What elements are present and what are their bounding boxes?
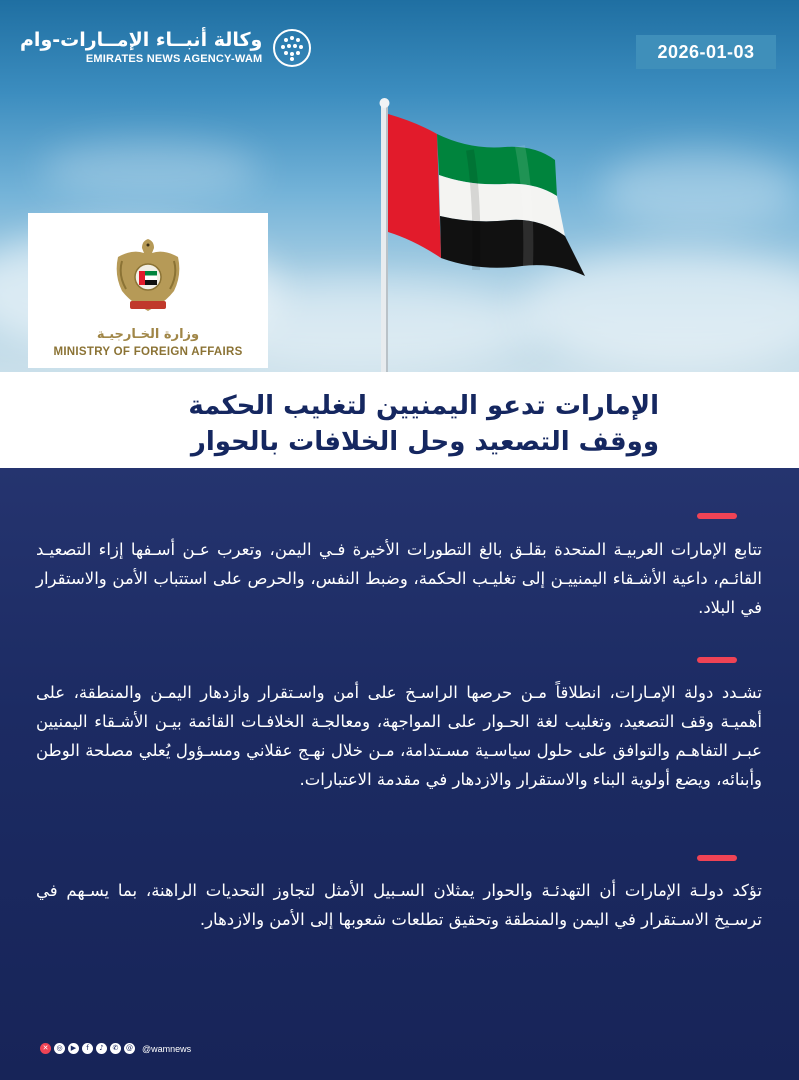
- paragraph-accent-bar: [697, 657, 737, 663]
- headline-title: [39, 388, 659, 460]
- date-badge: 2026-01-03: [636, 35, 776, 69]
- x-icon[interactable]: ✕: [40, 1043, 51, 1054]
- paragraph-accent-bar: [697, 513, 737, 519]
- facebook-icon[interactable]: f: [82, 1043, 93, 1054]
- emblem-icon: [108, 235, 188, 319]
- globe-icon: [272, 28, 312, 68]
- agency-name-arabic: وكالة أنبــاء الإمــارات-وام: [20, 29, 263, 51]
- whatsapp-icon[interactable]: ✆: [110, 1043, 121, 1054]
- social-links: [40, 1043, 191, 1054]
- agency-logo: [20, 28, 312, 68]
- social-handle[interactable]: @wamnews: [142, 1043, 192, 1054]
- paragraph-accent-bar: [697, 855, 737, 861]
- headline-line-2: ووقف التصعيد وحل الخلافات بالحوار: [190, 427, 659, 457]
- youtube-icon[interactable]: ▶: [68, 1043, 79, 1054]
- instagram-icon[interactable]: ◎: [54, 1043, 65, 1054]
- threads-icon[interactable]: @: [126, 1044, 133, 1052]
- paragraph-3: تؤكد دولـة الإمارات أن التهدئـة والحوار يمثلان السـبيل الأمثل لتجاوز التحديات الراهنة، بما يسـهم في ترسـيخ الاسـتقرار في اليمن والمنطقة وتحقيق تطلعات شعوبها إلى الأمن والازدهار.: [36, 881, 762, 929]
- paragraph-2: تشـدد دولة الإمـارات، انطلاقاً مـن حرصها الراسـخ على أمن واسـتقرار وازدهار اليمـن والمنطقة، على أهميـة وقف التصعيد، وتغليب لغة الحـوار على المواجهة، ومعالجـة الخلافـات القائمة بيـن الأشـقاء اليمنيين عبـر التفاهـم والتوافق على حلول سياسـية مسـتدامة، مـن خلال نهـج عقلاني ومسـؤول يُعلي مصلحة الوطن وأبنائه، ويضع أولوية البناء والاستقرار والازدهار في مقدمة الاعتبارات.: [36, 683, 762, 789]
- paragraph-1: تتابع الإمارات العربيـة المتحدة بقلـق بالغ التطورات الأخيرة فـي اليمن، وتعرب عـن أسـفها إزاء التصعيـد القائـم، داعية الأشـقاء اليمنييـن إلى تغليـب الحكمة، وضبط النفس، والحرص على استتباب الأمن والاستقرار في البلاد.: [36, 540, 762, 617]
- tiktok-icon[interactable]: ♪: [96, 1043, 107, 1054]
- headline-line-1: الإمارات تدعو اليمنيين لتغليب الحكمة: [188, 391, 659, 421]
- ministry-name-english: MINISTRY OF FOREIGN AFFAIRS: [53, 346, 243, 358]
- agency-name-english: EMIRATES NEWS AGENCY-WAM: [85, 53, 263, 65]
- ministry-logo-card: [28, 213, 268, 368]
- headline-band: [0, 372, 799, 468]
- ministry-name-arabic: وزارة الخـارجيـة: [96, 327, 200, 342]
